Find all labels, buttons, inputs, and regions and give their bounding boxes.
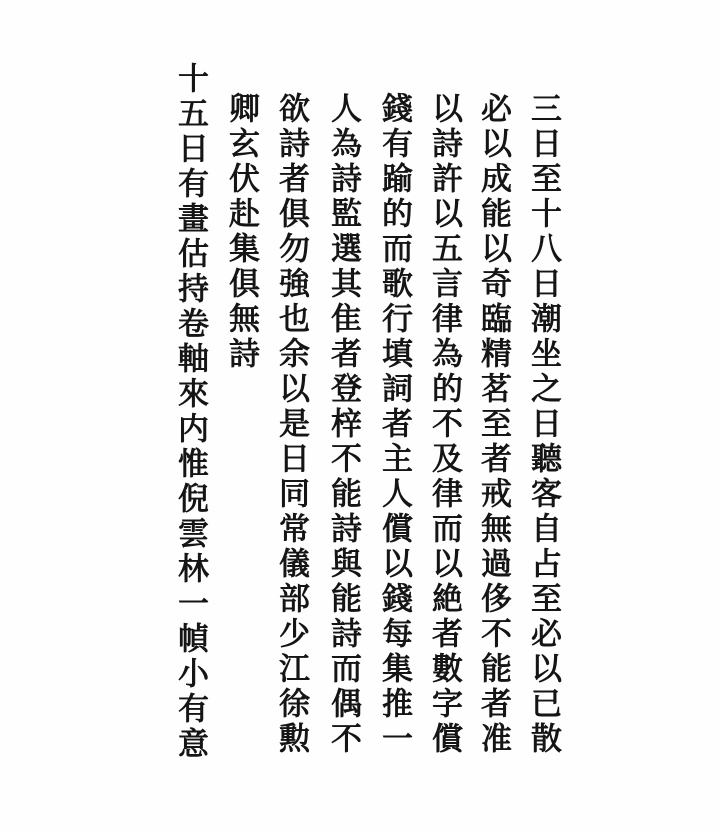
text-column-2: 必以成能以奇臨精茗至者戒無過侈不能者准 xyxy=(475,92,511,757)
text-column-5: 人為詩監選其隹者登梓不能詩與能詩而偶不 xyxy=(325,92,361,757)
text-column-3: 以詩許以五言律為的不及律而以絶者數字償 xyxy=(426,92,462,757)
text-column-7: 卿玄伏赴集俱無詩 xyxy=(223,92,259,372)
text-column-4: 錢有踰的而歌行填詞者主人償以錢每集推一 xyxy=(376,92,412,757)
text-column-8: 十五日有畫估持卷軸來内惟倪雲林一幀小有意 xyxy=(172,62,208,762)
text-column-1: 三日至十八日潮坐之日聽客自占至必以已散 xyxy=(525,92,561,757)
text-column-6: 欲詩者俱勿強也余以是日同常儀部少江徐勲 xyxy=(273,92,309,757)
